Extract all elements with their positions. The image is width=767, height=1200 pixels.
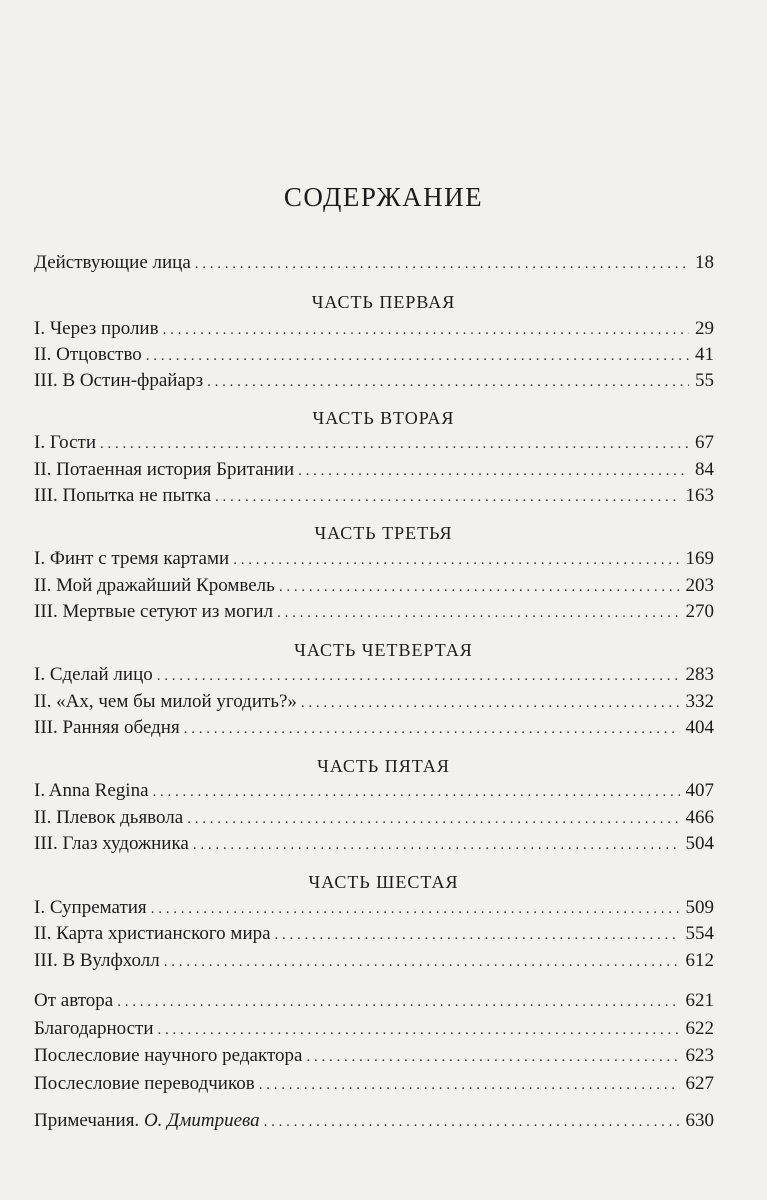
- toc-entry-label: [34, 1110, 264, 1132]
- toc-entry-page: 169: [685, 548, 714, 569]
- part-heading: ЧАСТЬ ПЕРВАЯ: [311, 292, 456, 312]
- toc-entry: [34, 780, 714, 808]
- leader-dots: [117, 994, 679, 1011]
- toc-entry-page: 270: [685, 601, 714, 622]
- toc-entry-label: III. Мертвые сетуют из могил: [34, 601, 274, 622]
- part-heading: ЧАСТЬ ТРЕТЬЯ: [314, 523, 453, 543]
- toc-entry-page: 504: [685, 833, 714, 854]
- leader-dots: [193, 837, 680, 854]
- toc-entry-label: Действующие лица: [34, 252, 191, 273]
- toc-entry-label: II. Плевок дьявола: [34, 807, 184, 828]
- toc-entry-page: 622: [685, 1018, 714, 1039]
- toc-entry-page: 203: [685, 575, 714, 596]
- part-heading: ЧАСТЬ ВТОРАЯ: [312, 408, 455, 428]
- toc-entry-page: 554: [685, 923, 714, 944]
- toc-entry-back: [34, 1018, 714, 1046]
- leader-dots: [298, 463, 689, 480]
- toc-entry-label: От автора: [34, 990, 114, 1011]
- toc-entry-label: III. Попытка не пытка: [34, 485, 212, 506]
- toc-entry-label: III. В Вулфхолл: [34, 950, 160, 971]
- toc-entry: [34, 459, 714, 487]
- leader-dots: [215, 489, 679, 506]
- leader-dots: [264, 1114, 680, 1131]
- toc-entry-page: 627: [685, 1073, 714, 1094]
- toc-entry-page: 67: [695, 432, 714, 453]
- toc-entry-page: 509: [685, 897, 714, 918]
- leader-dots: [275, 927, 680, 944]
- toc-entry-label: I. Гости: [34, 432, 97, 453]
- toc-entry: [34, 923, 714, 951]
- toc-entry-page: 18: [695, 252, 714, 273]
- toc-entry-page: 630: [685, 1110, 714, 1131]
- leader-dots: [164, 954, 680, 971]
- toc-entry-label: I. Anna Regina: [34, 780, 149, 801]
- toc-entry-page: 621: [685, 990, 714, 1011]
- toc-entry-page: 29: [695, 318, 714, 339]
- leader-dots: [151, 901, 680, 918]
- toc-entry: [34, 691, 714, 719]
- leader-dots: [100, 436, 689, 453]
- toc-entry-label: II. «Ах, чем бы милой угодить?»: [34, 691, 297, 712]
- toc-entry: [34, 833, 714, 861]
- toc-entry-page: 332: [685, 691, 714, 712]
- toc-entry: [34, 548, 714, 576]
- toc-entry: [34, 664, 714, 692]
- toc-entry-page: 404: [685, 717, 714, 738]
- toc-entry-label: Благодарности: [34, 1018, 154, 1039]
- toc-entry-page: 623: [685, 1045, 714, 1066]
- toc-entry-label: III. Глаз художника: [34, 833, 189, 854]
- toc-entry-label: III. В Остин-фрайарз: [34, 370, 204, 391]
- toc-entry-page: 41: [695, 344, 714, 365]
- toc-entry-label: II. Мой дражайший Кромвель: [34, 575, 275, 596]
- notes-author: О. Дмитриева: [143, 1110, 260, 1131]
- toc-entry-label: II. Потаенная история Британии: [34, 459, 295, 480]
- toc-entry-notes: [34, 1110, 714, 1138]
- leader-dots: [187, 811, 679, 828]
- notes-label: Примечания.: [34, 1110, 140, 1131]
- toc-entry: [34, 485, 714, 513]
- leader-dots: [259, 1077, 680, 1094]
- toc-entry: [34, 575, 714, 603]
- part-heading: ЧАСТЬ ПЯТАЯ: [317, 756, 450, 776]
- toc-entry-back: [34, 1073, 714, 1101]
- toc-entry-page: 283: [685, 664, 714, 685]
- toc-entry-label: Послесловие научного редактора: [34, 1045, 303, 1066]
- toc-entry-label: I. Сделай лицо: [34, 664, 153, 685]
- toc-entry-page: 407: [685, 780, 714, 801]
- toc-entry: [34, 432, 714, 460]
- leader-dots: [301, 695, 680, 712]
- toc-entry: [34, 318, 714, 346]
- toc-entry-back: [34, 1045, 714, 1073]
- part-heading: ЧАСТЬ ШЕСТАЯ: [308, 872, 459, 892]
- leader-dots: [279, 579, 680, 596]
- leader-dots: [153, 784, 680, 801]
- toc-entry: [34, 717, 714, 745]
- leader-dots: [306, 1049, 679, 1066]
- toc-entry-page: 55: [695, 370, 714, 391]
- toc-entry-page: 612: [685, 950, 714, 971]
- toc-entry-label: I. Через пролив: [34, 318, 159, 339]
- toc-entry: [34, 601, 714, 629]
- toc-entry-page: 466: [685, 807, 714, 828]
- leader-dots: [158, 1022, 680, 1039]
- part-heading: ЧАСТЬ ЧЕТВЕРТАЯ: [294, 640, 473, 660]
- toc-entry-label: I. Супрематия: [34, 897, 147, 918]
- toc-entry-label: II. Отцовство: [34, 344, 142, 365]
- toc-entry: [34, 344, 714, 372]
- leader-dots: [184, 721, 680, 738]
- leader-dots: [233, 552, 679, 569]
- page-title: СОДЕРЖАНИЕ: [283, 182, 484, 212]
- toc-entry-dramatis: [34, 252, 714, 280]
- leader-dots: [277, 605, 679, 622]
- toc-entry-label: Послесловие переводчиков: [34, 1073, 255, 1094]
- leader-dots: [157, 668, 680, 685]
- leader-dots: [146, 348, 689, 365]
- toc-entry-label: II. Карта христианского мира: [34, 923, 271, 944]
- toc-entry: [34, 370, 714, 398]
- leader-dots: [195, 256, 689, 273]
- toc-entry-label: I. Финт с тремя картами: [34, 548, 230, 569]
- toc-entry-label: III. Ранняя обедня: [34, 717, 180, 738]
- toc-entry-back: [34, 990, 714, 1018]
- leader-dots: [207, 374, 689, 391]
- leader-dots: [163, 322, 689, 339]
- toc-entry: [34, 807, 714, 835]
- toc-entry: [34, 950, 714, 978]
- toc-entry: [34, 897, 714, 925]
- toc-entry-page: 84: [695, 459, 714, 480]
- toc-entry-page: 163: [685, 485, 714, 506]
